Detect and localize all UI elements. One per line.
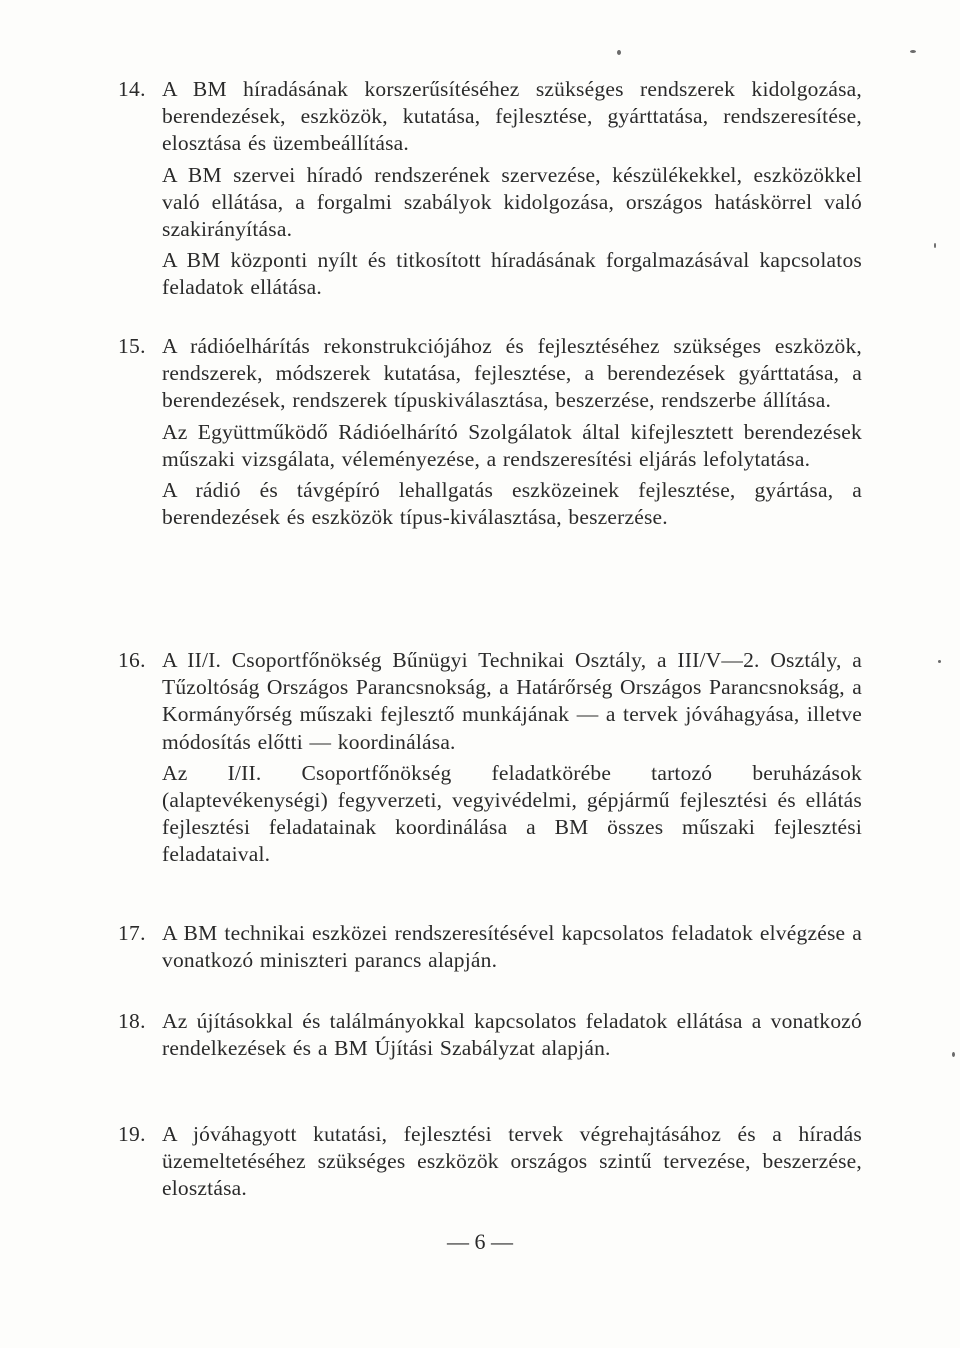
section-number: 14. [118, 77, 146, 101]
section-body [162, 1008, 862, 1066]
section-body [162, 920, 862, 978]
paragraph: Az újításokkal és találmányokkal kapcsolatos feladatok ellátása a vonatkozó rendelkezések és a BM Újítási Szabályzat alapján. [162, 1009, 862, 1061]
scan-speck [938, 660, 941, 663]
scan-speck [910, 50, 916, 53]
section-number: 16. [118, 648, 146, 672]
scan-speck [617, 50, 621, 55]
paragraph: A II/I. Csoportfőnökség Bűnügyi Technikai Osztály, a III/V—2. Osztály, a Tűzoltóság Országos Parancsnokság, a Határőrség Országos Parancsnokság, a Kormányőrség műszaki fejlesztő munkájának — a tervek jóváhagyása, illetve módosítás előtti — koordinálása. [162, 648, 862, 754]
scan-speck [934, 243, 936, 248]
paragraph: A jóváhagyott kutatási, fejlesztési tervek végrehajtásához és a híradás üzemeltetéséhez szükséges eszközök országos szintű tervezése, beszerzése, elosztása. [162, 1122, 862, 1201]
section-body [162, 1121, 862, 1207]
paragraph: A BM központi nyílt és titkosított híradásának forgalmazásával kapcsolatos feladatok ellátása. [162, 248, 862, 300]
section-number: 18. [118, 1009, 146, 1033]
paragraph: A BM híradásának korszerűsítéséhez szükséges rendszerek kidolgozása, berendezések, eszközök, kutatása, fejlesztése, gyárttatása, rendszeresítése, elosztása és üzembeállítása. [162, 77, 862, 156]
section-number: 19. [118, 1122, 146, 1146]
scan-speck [952, 1052, 955, 1057]
section-body [162, 647, 862, 873]
paragraph: Az I/II. Csoportfőnökség feladatkörébe tartozó beruházások (alaptevékenységi) fegyverzeti, vegyivédelmi, gépjármű fejlesztési és ellátás fejlesztési feladatainak koordinálása a BM összes műszaki fejlesztési feladataival. [162, 760, 862, 867]
paragraph: A rádióelhárítás rekonstrukciójához és fejlesztéséhez szükséges eszközök, rendszerek, módszerek kutatása, fejlesztése, a berendezések gyárttatása, a berendezések, rendszerek típuskiválasztása, beszerzése, rendszerbe állítása. [162, 334, 862, 413]
paragraph: Az Együttműködő Rádióelhárító Szolgálatok által kifejlesztett berendezések műszaki vizsgálata, véleményezése, a rendszeresítési eljárás lefolytatása. [162, 419, 862, 471]
section-body [162, 76, 862, 306]
paragraph: A BM technikai eszközei rendszeresítésével kapcsolatos feladatok elvégzése a vonatkozó miniszteri parancs alapján. [162, 921, 862, 973]
section-body [162, 333, 862, 535]
page-number: — 6 — [447, 1229, 513, 1254]
paragraph: A BM szervei híradó rendszerének szervezése, készülékekkel, eszközökkel való ellátása, a forgalmi szabályok kidolgozása, országos hatáskörrel való szakirányítása. [162, 162, 862, 242]
paragraph: A rádió és távgépíró lehallgatás eszközeinek fejlesztése, gyártása, a berendezések és eszközök típus-kiválasztása, beszerzése. [162, 478, 862, 530]
section-number: 17. [118, 921, 146, 945]
section-number: 15. [118, 334, 146, 358]
